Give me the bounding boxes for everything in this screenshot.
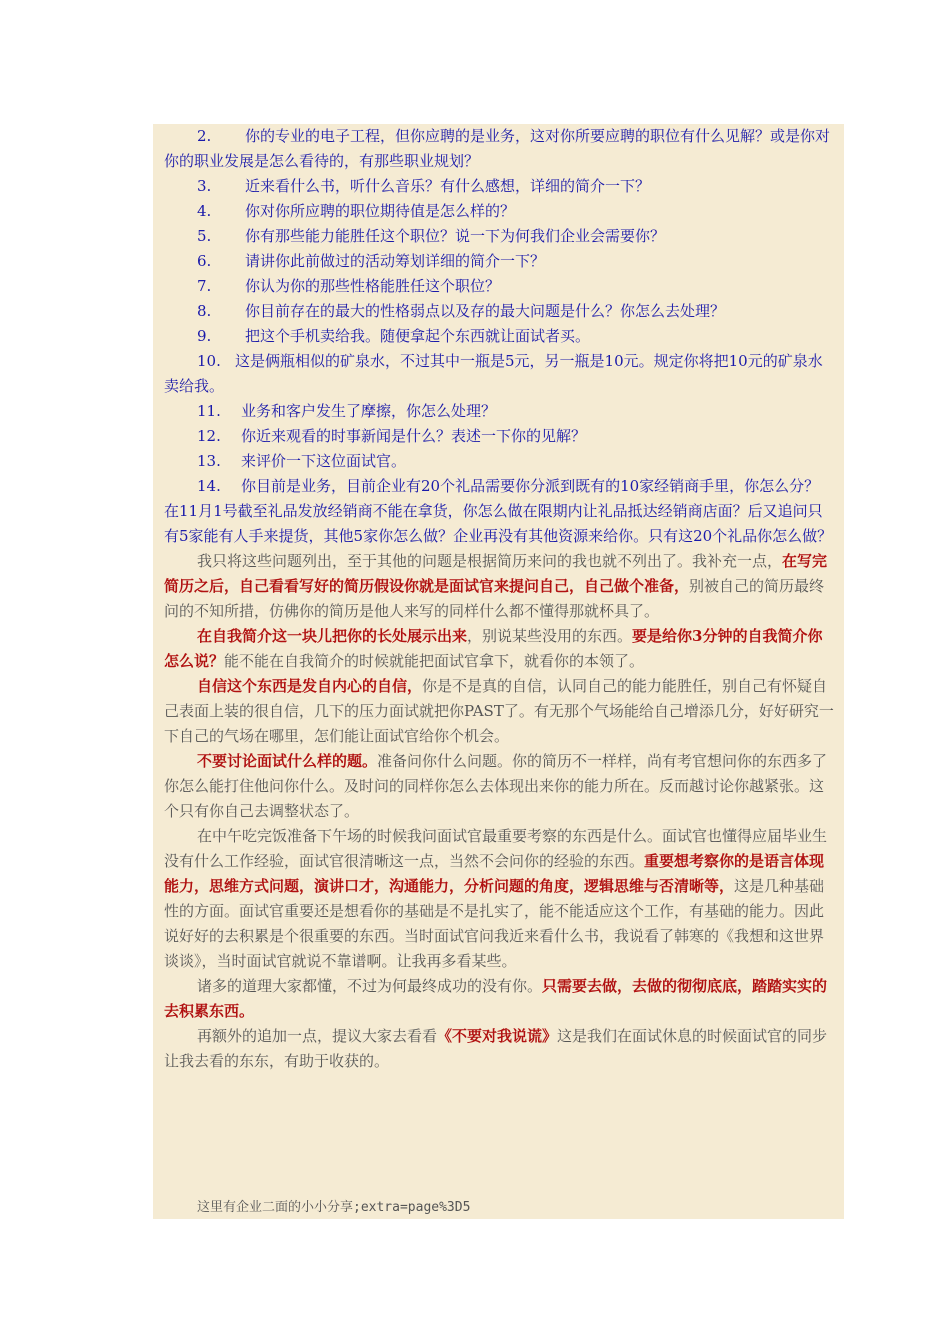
- question-number: 13.: [197, 452, 221, 470]
- question-text: 你近来观看的时事新闻是什么？表述一下你的见解？: [241, 427, 587, 445]
- paragraph-text: 能不能在自我简介的时候就能把面试官拿下，就看你的本领了。: [224, 652, 645, 670]
- question-item: [164, 349, 834, 399]
- question-text: 这是俩瓶相似的矿泉水，不过其中一瓶是5元，另一瓶是10元。规定你将把10元的矿泉水卖给我。: [164, 352, 823, 395]
- paragraph-text: 我只将这些问题列出，至于其他的问题是根据简历来问的我也就不列出了。我补充一点，: [197, 552, 783, 570]
- paragraph-prepare: [164, 549, 834, 624]
- paragraph-confidence: [164, 674, 834, 749]
- paragraph-text: 这是几种基础性的方面。面试官重要还是想看你的基础是不是扎实了，能不能适应这个工作，有基础的能力。因此说好好的去积累是个很重要的东西。当时面试官问我近来看什么书，我说看了韩寒的《我想和这世界谈谈》，当时面试官就说不靠谱啊。让我再多看某些。: [164, 877, 825, 970]
- question-text: 你有那些能力能胜任这个职位？说一下为何我们企业会需要你？: [245, 227, 666, 245]
- question-number: 3.: [197, 177, 212, 195]
- question-number: 5.: [197, 227, 212, 245]
- paragraph-text: 准备问你什么问题。你的简历不一样样，尚有考官想问你的东西多了你怎么能打住他问你什么。及时问的同样你怎么去体现出来你的能力所在。反而越讨论你越紧张。这个只有你自己去调整状态了。: [164, 752, 828, 820]
- question-text: 把这个手机卖给我。随便拿起个东西就让面试者买。: [245, 327, 591, 345]
- question-number: 11.: [197, 402, 221, 420]
- question-text: 来评价一下这位面试官。: [241, 452, 407, 470]
- document-content: [164, 124, 834, 1074]
- emphasis-text: 不要讨论面试什么样的题。: [197, 752, 378, 770]
- question-number: 2.: [197, 127, 212, 145]
- question-number: 10.: [197, 352, 221, 370]
- paragraph-text: 这是我们在面试休息的时候面试官的同步让我去看的东东，有助于收获的。: [164, 1027, 828, 1070]
- question-text: 请讲你此前做过的活动筹划详细的简介一下？: [245, 252, 546, 270]
- paragraph-text: 诸多的道理大家都懂，不过为何最终成功的没有你。: [197, 977, 543, 995]
- emphasis-text: 只需要去做，去做的彻彻底底，踏踏实实的去积累东西。: [164, 977, 828, 1020]
- question-item: [164, 399, 834, 424]
- question-item: [164, 449, 834, 474]
- question-item: [164, 124, 834, 174]
- footer-link-text: 这里有企业二面的小小分享;extra=page%3D5: [197, 1200, 471, 1215]
- question-number: 8.: [197, 302, 212, 320]
- question-text: 你对你所应聘的职位期待值是怎么样的？: [245, 202, 516, 220]
- emphasis-text: 重要想考察你的是语言体现能力，思维方式问题，演讲口才，沟通能力，分析问题的角度，逻辑思维与否清晰等，: [164, 852, 825, 895]
- question-number: 7.: [197, 277, 212, 295]
- paragraph-focus: [164, 824, 834, 974]
- paragraph-text: 别被自己的简历最终问的不知所措，仿佛你的简历是他人来写的同样什么都不懂得那就杯具了。: [164, 577, 825, 620]
- question-number: 6.: [197, 252, 212, 270]
- question-text: 近来看什么书，听什么音乐？有什么感想，详细的简介一下？: [245, 177, 651, 195]
- paragraph-action: [164, 974, 834, 1024]
- question-item: [164, 424, 834, 449]
- paragraph-text: ，别说某些没用的东西。: [467, 627, 633, 645]
- question-number: 4.: [197, 202, 212, 220]
- question-number: 12.: [197, 427, 221, 445]
- paragraph-self-intro: [164, 624, 834, 674]
- question-number: 9.: [197, 327, 212, 345]
- question-item: [164, 224, 834, 249]
- emphasis-text: 在写完简历之后，自己看看写好的简历假设你就是面试官来提问自己，自己做个准备，: [164, 552, 828, 595]
- question-text: 你目前是业务，目前企业有20个礼品需要你分派到既有的10家经销商手里，你怎么分？在11月1号截至礼品发放经销商不能在拿货，你怎么做在限期内让礼品抵达经销商店面？后又追问只有5家能有人手来提货，其他5家你怎么做？企业再没有其他资源来给你。只有这20个礼品你怎么做？: [164, 477, 833, 545]
- paragraph-text: 你是不是真的自信，认同自己的能力能胜任，别自己有怀疑自己表面上装的很自信，几下的压力面试就把你PAST了。有无那个气场能给自己增添几分，好好研究一下自己的气场在哪里，怎们能让面试官给你个机会。: [164, 677, 834, 745]
- emphasis-text: 要是给你3分钟的自我简介你怎么说？: [164, 627, 823, 670]
- question-number: 14.: [197, 477, 221, 495]
- question-text: 你认为你的那些性格能胜任这个职位？: [245, 277, 501, 295]
- emphasis-text: 在自我简介这一块儿把你的长处展示出来: [197, 627, 468, 645]
- question-item: [164, 274, 834, 299]
- paragraph-discussion: [164, 749, 834, 824]
- question-text: 你目前存在的最大的性格弱点以及存的最大问题是什么？你怎么去处理？: [245, 302, 726, 320]
- question-text: 你的专业的电子工程，但你应聘的是业务，这对你所要应聘的职位有什么见解？或是你对你的职业发展是怎么看待的，有那些职业规划？: [164, 127, 831, 170]
- question-item: [164, 249, 834, 274]
- paragraph-recommend: [164, 1024, 834, 1074]
- emphasis-text: 自信这个东西是发自内心的自信，: [197, 677, 423, 695]
- paragraph-text: 在中午吃完饭准备下午场的时候我问面试官最重要考察的东西是什么。面试官也懂得应届毕业生没有什么工作经验，面试官很清晰这一点，当然不会问你的经验的东西。: [164, 827, 828, 870]
- question-item: [164, 474, 834, 549]
- question-item: [164, 174, 834, 199]
- question-item: [164, 199, 834, 224]
- paragraph-text: 再额外的追加一点，提议大家去看看: [197, 1027, 438, 1045]
- question-item: [164, 299, 834, 324]
- emphasis-text: 《不要对我说谎》: [437, 1027, 558, 1045]
- question-text: 业务和客户发生了摩擦，你怎么处理？: [241, 402, 497, 420]
- question-item: [164, 324, 834, 349]
